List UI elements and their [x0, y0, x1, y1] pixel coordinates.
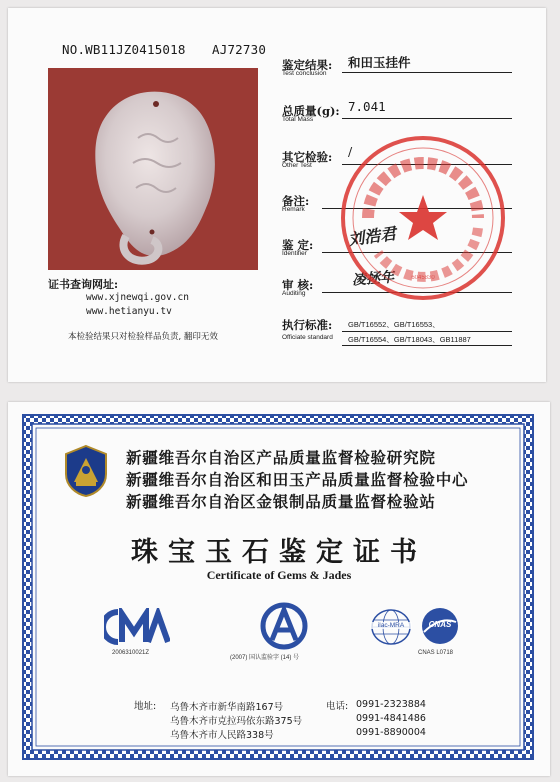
- cnas-code: CNAS L0718: [418, 650, 454, 656]
- field-standard: [282, 314, 512, 344]
- field-label-en: Other Test: [282, 162, 312, 169]
- field-label: 审 核:: [282, 278, 314, 292]
- field-label-en: Auditing: [282, 290, 306, 297]
- cal-logo: [256, 602, 312, 654]
- ilac-mra-logo: [370, 608, 412, 650]
- cma-code: 2006310021Z: [112, 650, 150, 656]
- field-underline: [342, 118, 512, 119]
- field-total-mass: [282, 99, 512, 123]
- certificate-cover: [8, 402, 550, 776]
- cma-logo: [104, 608, 170, 650]
- auditing-signature: 凌拯年: [351, 269, 395, 289]
- phone-3: 0991-8890004: [356, 727, 426, 738]
- field-test-conclusion: [282, 54, 512, 77]
- cal-caption: (2007) 国认监验字 (14) 号: [230, 655, 300, 661]
- field-underline: [342, 345, 512, 346]
- certificate-title-zh: 珠宝玉石鉴定证书: [131, 537, 427, 568]
- phone-2: 0991-4841486: [356, 713, 426, 724]
- org-name-1: 新疆维吾尔自治区产品质量监督检验研究院: [126, 449, 436, 467]
- quality-inspection-emblem: [62, 444, 110, 502]
- phone-1: 0991-2323884: [356, 699, 426, 710]
- field-label-en: Identifier: [282, 250, 307, 257]
- field-value: 7.041: [348, 99, 386, 114]
- org-name-3: 新疆维吾尔自治区金银制品质量监督检验站: [126, 493, 436, 511]
- cnas-logo: [418, 606, 462, 650]
- field-label-en: Total Mass: [282, 116, 314, 123]
- field-underline: [342, 331, 512, 332]
- field-label-en: Officiate standard: [282, 334, 333, 341]
- field-label: 鉴 定:: [282, 238, 314, 252]
- identifier-signature: 刘浩君: [347, 223, 398, 250]
- certificate-number: NO.WB11JZ0415018: [62, 42, 186, 57]
- query-url-2[interactable]: www.hetianyu.tv: [86, 306, 172, 317]
- phone-label: 电话:: [326, 701, 349, 712]
- jade-pendant-photo: [48, 68, 258, 270]
- certificate-title-en: Certificate of Gems & Jades: [206, 568, 352, 582]
- query-url-label: 证书查询网址:: [48, 278, 119, 291]
- org-name-2: 新疆维吾尔自治区和田玉产品质量监督检验中心: [126, 471, 469, 489]
- disclaimer: 本检验结果只对检验样品负责, 翻印无效: [68, 332, 218, 342]
- address-2: 乌鲁木齐市克拉玛依东路375号: [170, 716, 303, 727]
- ilac-mra-text: ilac-MRA: [370, 622, 412, 629]
- field-label-en: Test conclusion: [282, 70, 327, 77]
- certificate-inner-page: [8, 8, 546, 382]
- certificate-code: AJ72730: [212, 42, 267, 57]
- standard-line-1: GB/T16552、GB/T16553、: [348, 320, 440, 329]
- field-label: 备注:: [282, 194, 310, 208]
- field-label: 其它检验:: [282, 150, 333, 164]
- field-underline: [342, 72, 512, 73]
- field-label: 总质量(g):: [282, 104, 340, 118]
- standard-line-2: GB/T16554、GB/T18043、GB11887: [348, 335, 471, 344]
- official-seal-stamp: [338, 133, 508, 303]
- seal-number: 6045830: [411, 275, 435, 281]
- query-url-1[interactable]: www.xjnewqi.gov.cn: [86, 292, 189, 303]
- field-label: 鉴定结果:: [282, 58, 333, 72]
- field-label-en: Remark: [282, 206, 305, 213]
- field-value: 和田玉挂件: [348, 55, 411, 70]
- address-3: 乌鲁木齐市人民路338号: [170, 730, 274, 741]
- address-label: 地址:: [134, 701, 157, 712]
- field-value: /: [348, 144, 353, 159]
- field-label: 执行标准:: [282, 318, 333, 332]
- cnas-text: CNAS: [428, 620, 452, 629]
- address-1: 乌鲁木齐市新华南路167号: [170, 702, 284, 713]
